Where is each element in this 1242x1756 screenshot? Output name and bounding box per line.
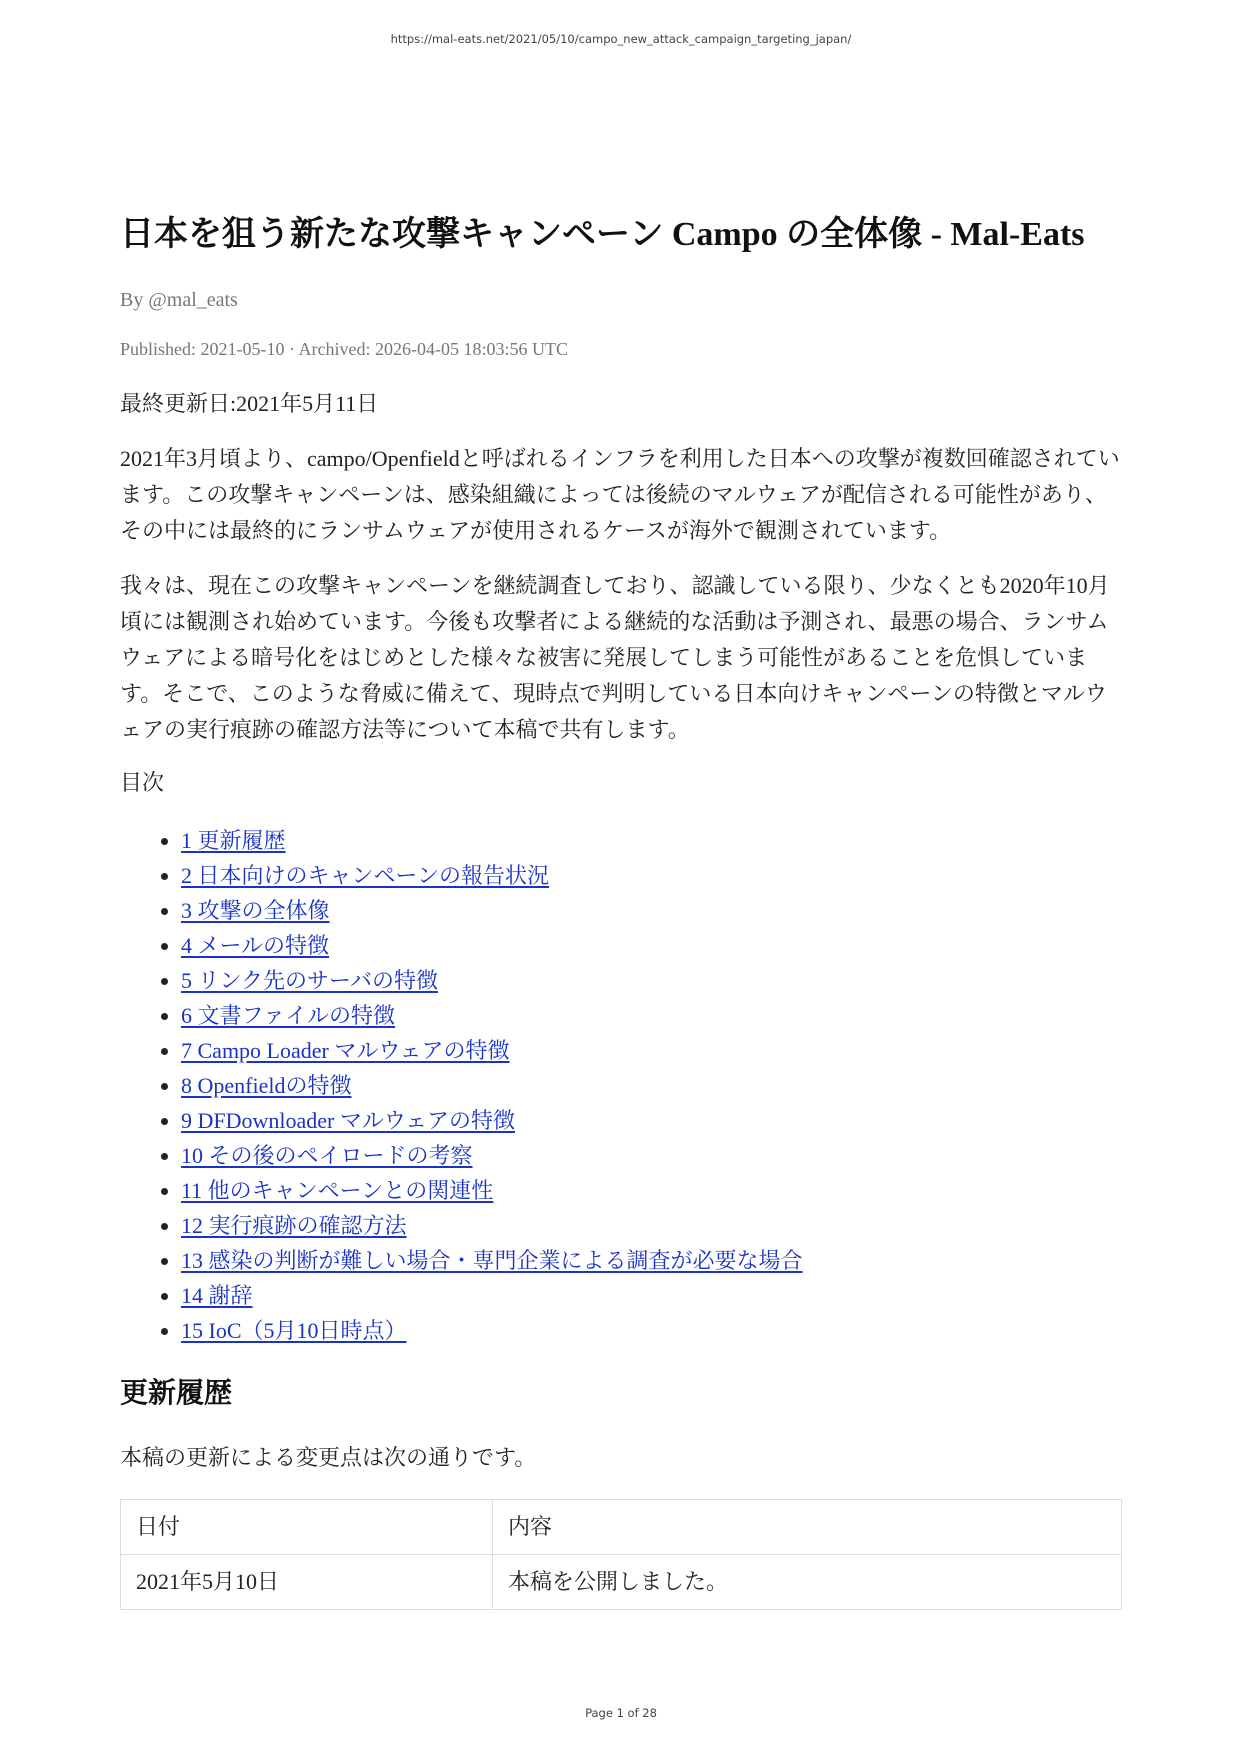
toc-item <box>181 998 1122 1033</box>
toc-item <box>181 1103 1122 1138</box>
toc-item <box>181 1068 1122 1103</box>
toc-link-7[interactable]: 7 Campo Loader マルウェアの特徴 <box>181 1038 510 1063</box>
table-row <box>121 1555 1122 1610</box>
toc-link-13[interactable]: 13 感染の判断が難しい場合・専門企業による調査が必要な場合 <box>181 1248 803 1273</box>
section-heading-update-history: 更新履歴 <box>120 1378 233 1409</box>
toc-link-12[interactable]: 12 実行痕跡の確認方法 <box>181 1213 407 1238</box>
print-header-url: https://mal-eats.net/2021/05/10/campo_new_attack_campaign_targeting_japan/ <box>390 32 852 46</box>
toc-link-9[interactable]: 9 DFDownloader マルウェアの特徴 <box>181 1108 515 1133</box>
toc-link-11[interactable]: 11 他のキャンペーンとの関連性 <box>181 1178 494 1203</box>
toc-item <box>181 1208 1122 1243</box>
table-cell-date: 2021年5月10日 <box>121 1555 493 1610</box>
toc-link-14[interactable]: 14 謝辞 <box>181 1283 253 1308</box>
toc-link-8[interactable]: 8 Openfieldの特徴 <box>181 1073 352 1098</box>
article <box>120 214 1122 1610</box>
toc-item <box>181 1033 1122 1068</box>
toc-item <box>181 823 1122 858</box>
toc-item <box>181 858 1122 893</box>
toc-label: 目次 <box>120 770 165 795</box>
toc-item <box>181 928 1122 963</box>
toc-link-10[interactable]: 10 その後のペイロードの考察 <box>181 1143 473 1168</box>
toc-item <box>181 1138 1122 1173</box>
intro-paragraph-1: 2021年3月頃より、campo/Openfieldと呼ばれるインフラを利用した日本への攻撃が複数回確認されています。この攻撃キャンペーンは、感染組織によっては後続のマルウェアが配信される可能性があり、その中には最終的にランサムウェアが使用されるケースが海外で観測されています。 <box>120 446 1120 543</box>
table-header-date: 日付 <box>121 1500 493 1555</box>
toc-link-15[interactable]: 15 IoC（5月10日時点） <box>181 1318 407 1343</box>
article-title: 日本を狙う新たな攻撃キャンペーン Campo の全体像 - Mal-Eats <box>120 216 1085 253</box>
last-updated-date: 最終更新日:2021年5月11日 <box>120 391 379 416</box>
byline: By @mal_eats <box>120 289 238 311</box>
page-number: Page 1 of 28 <box>585 1706 657 1720</box>
toc-item <box>181 963 1122 998</box>
toc-link-1[interactable]: 1 更新履歴 <box>181 828 286 853</box>
table-header-content: 内容 <box>493 1500 1122 1555</box>
publish-archive-meta: Published: 2021-05-10 · Archived: 2026-04-05 18:03:56 UTC <box>120 339 568 359</box>
update-history-table <box>120 1499 1122 1610</box>
toc-link-5[interactable]: 5 リンク先のサーバの特徴 <box>181 968 438 993</box>
table-header-row <box>121 1500 1122 1555</box>
toc-item <box>181 893 1122 928</box>
toc-link-3[interactable]: 3 攻撃の全体像 <box>181 898 330 923</box>
toc-item <box>181 1173 1122 1208</box>
toc-item <box>181 1243 1122 1278</box>
toc-item <box>181 1278 1122 1313</box>
table-of-contents <box>120 823 1122 1348</box>
table-cell-content: 本稿を公開しました。 <box>493 1555 1122 1610</box>
toc-link-4[interactable]: 4 メールの特徴 <box>181 933 330 958</box>
toc-link-2[interactable]: 2 日本向けのキャンペーンの報告状況 <box>181 863 550 888</box>
update-history-intro: 本稿の更新による変更点は次の通りです。 <box>120 1445 537 1470</box>
toc-item <box>181 1313 1122 1348</box>
toc-link-6[interactable]: 6 文書ファイルの特徴 <box>181 1003 396 1028</box>
intro-paragraph-2: 我々は、現在この攻撃キャンペーンを継続調査しており、認識している限り、少なくとも2020年10月頃には観測され始めています。今後も攻撃者による継続的な活動は予測され、最悪の場合、ランサムウェアによる暗号化をはじめとした様々な被害に発展してしまう可能性があることを危惧しています。そこで、このような脅威に備えて、現時点で判明している日本向けキャンペーンの特徴とマルウェアの実行痕跡の確認方法等について本稿で共有します。 <box>120 573 1110 742</box>
